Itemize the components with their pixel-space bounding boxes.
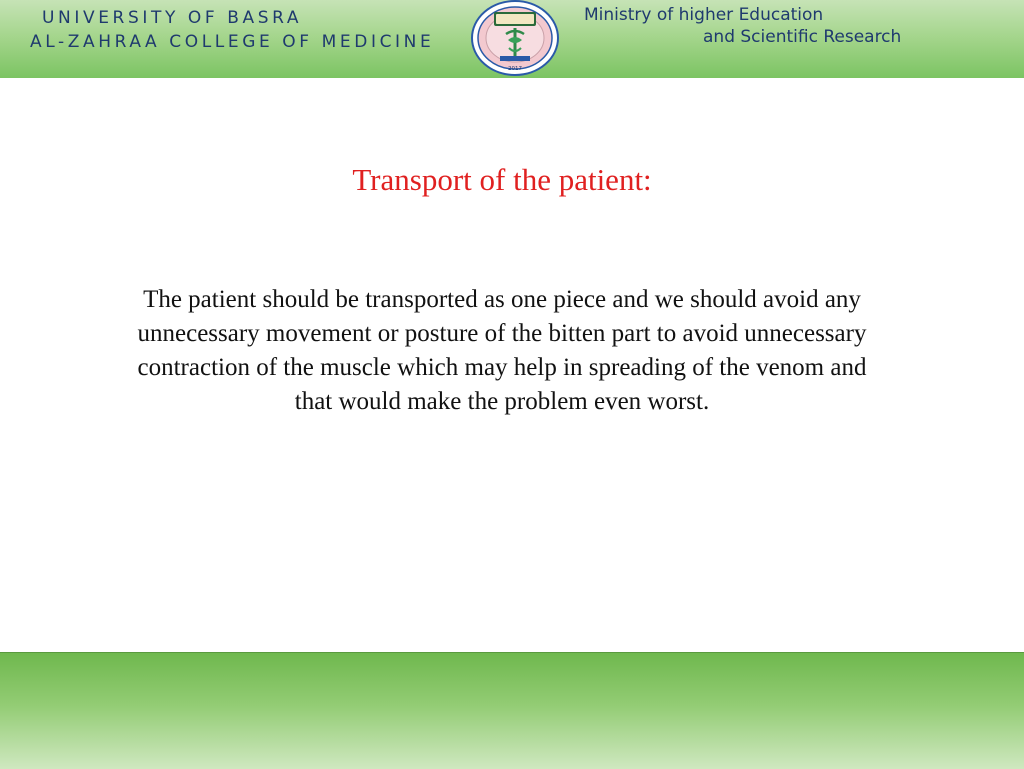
ministry-line-1: Ministry of higher Education bbox=[584, 5, 824, 25]
logo-year: 2017 bbox=[508, 66, 522, 72]
college-seal-icon bbox=[470, 0, 560, 76]
university-name: UNIVERSITY OF BASRA bbox=[42, 8, 303, 28]
header-band bbox=[0, 0, 1024, 78]
slide-body-text: The patient should be transported as one piece and we should avoid any unnecessary movement or posture of the bitten part to avoid unnecessary contraction of the muscle which may help in spreading of the venom and that would make the problem even worst. bbox=[137, 286, 867, 415]
ministry-line-2: and Scientific Research bbox=[703, 27, 902, 47]
college-name: AL-ZAHRAA COLLEGE OF MEDICINE bbox=[30, 32, 435, 52]
footer-band bbox=[0, 652, 1024, 769]
slide-title: Transport of the patient: bbox=[352, 162, 652, 197]
